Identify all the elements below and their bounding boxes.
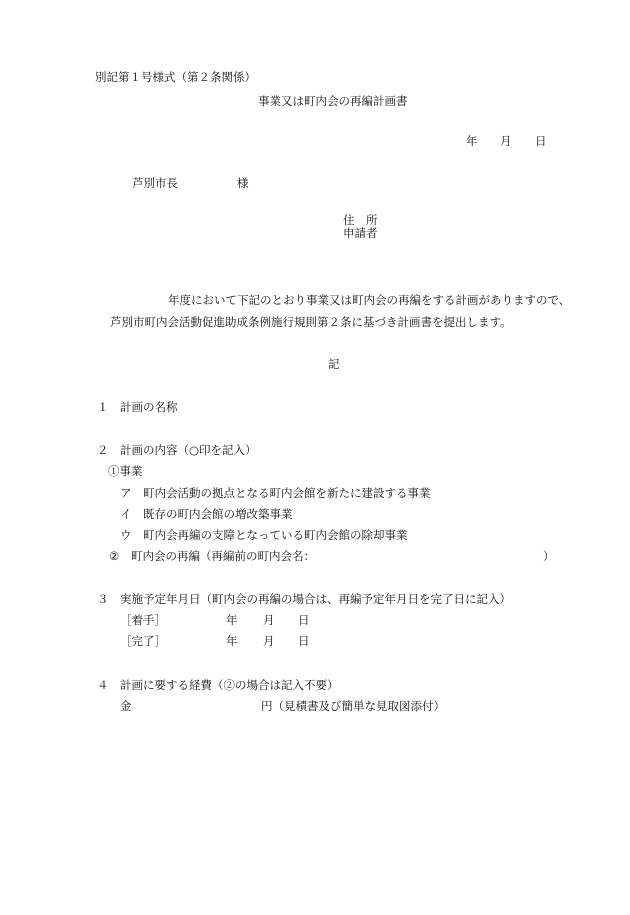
start-day: 日 [298, 613, 310, 627]
document-title: 事業又は町内会の再編計画書 [258, 94, 408, 108]
end-day: 日 [298, 634, 310, 648]
end-month: 月 [263, 634, 275, 648]
end-year: 年 [226, 634, 238, 648]
start-month: 月 [263, 613, 275, 627]
start-year: 年 [226, 613, 238, 627]
section-3-label: 実施予定年月日（町内会の再編の場合は、再編予定年月日を完了日に記入） [120, 592, 511, 606]
section-2-sub2-close: ） [543, 549, 555, 563]
date-year: 年 [466, 134, 478, 148]
ki-heading: 記 [328, 357, 340, 371]
section-4-number: ４ [97, 678, 109, 692]
item-u-text: 町内会再編の支障となっている町内会館の除却事業 [143, 528, 408, 542]
section-2-sub2-text: 町内会の再編（再編前の町内会名： [131, 549, 315, 563]
item-a-mark: ア [120, 486, 132, 500]
address-label: 住 所 [343, 213, 378, 227]
section-2-sub2-mark: ② [109, 549, 120, 563]
item-i-mark: イ [120, 507, 132, 521]
section-4-label: 計画に要する経費（②の場合は記入不要） [120, 678, 339, 692]
intro-line-1: 年度において下記のとおり事業又は町内会の再編をする計画がありますので、 [168, 293, 571, 307]
addressee-honorific: 様 [237, 176, 249, 190]
addressee-name: 芦別市長 [132, 176, 178, 190]
section-2-label: 計画の内容（○印を記入） [120, 443, 257, 457]
section-1-label: 計画の名称 [120, 400, 178, 414]
money-label: 金 [120, 699, 132, 713]
date-day: 日 [535, 134, 547, 148]
yen-label: 円（見積書及び簡単な見取図添付） [261, 699, 445, 713]
item-i-text: 既存の町内会館の増改築事業 [143, 507, 293, 521]
section-2-sub1-label: ①事業 [108, 464, 143, 478]
item-a-text: 町内会活動の拠点となる町内会館を新たに建設する事業 [143, 486, 431, 500]
section-1-number: １ [97, 400, 109, 414]
intro-line-2: 芦別市町内会活動促進助成条例施行規則第２条に基づき計画書を提出します。 [110, 315, 512, 329]
end-label: ［完了］ [120, 634, 166, 648]
form-label: 別記第１号様式（第２条関係） [95, 70, 256, 84]
date-month: 月 [500, 134, 512, 148]
section-2-number: ２ [97, 443, 109, 457]
start-label: ［着手］ [120, 613, 166, 627]
item-u-mark: ウ [120, 528, 132, 542]
applicant-label: 申請者 [343, 226, 378, 240]
section-3-number: ３ [97, 592, 109, 606]
